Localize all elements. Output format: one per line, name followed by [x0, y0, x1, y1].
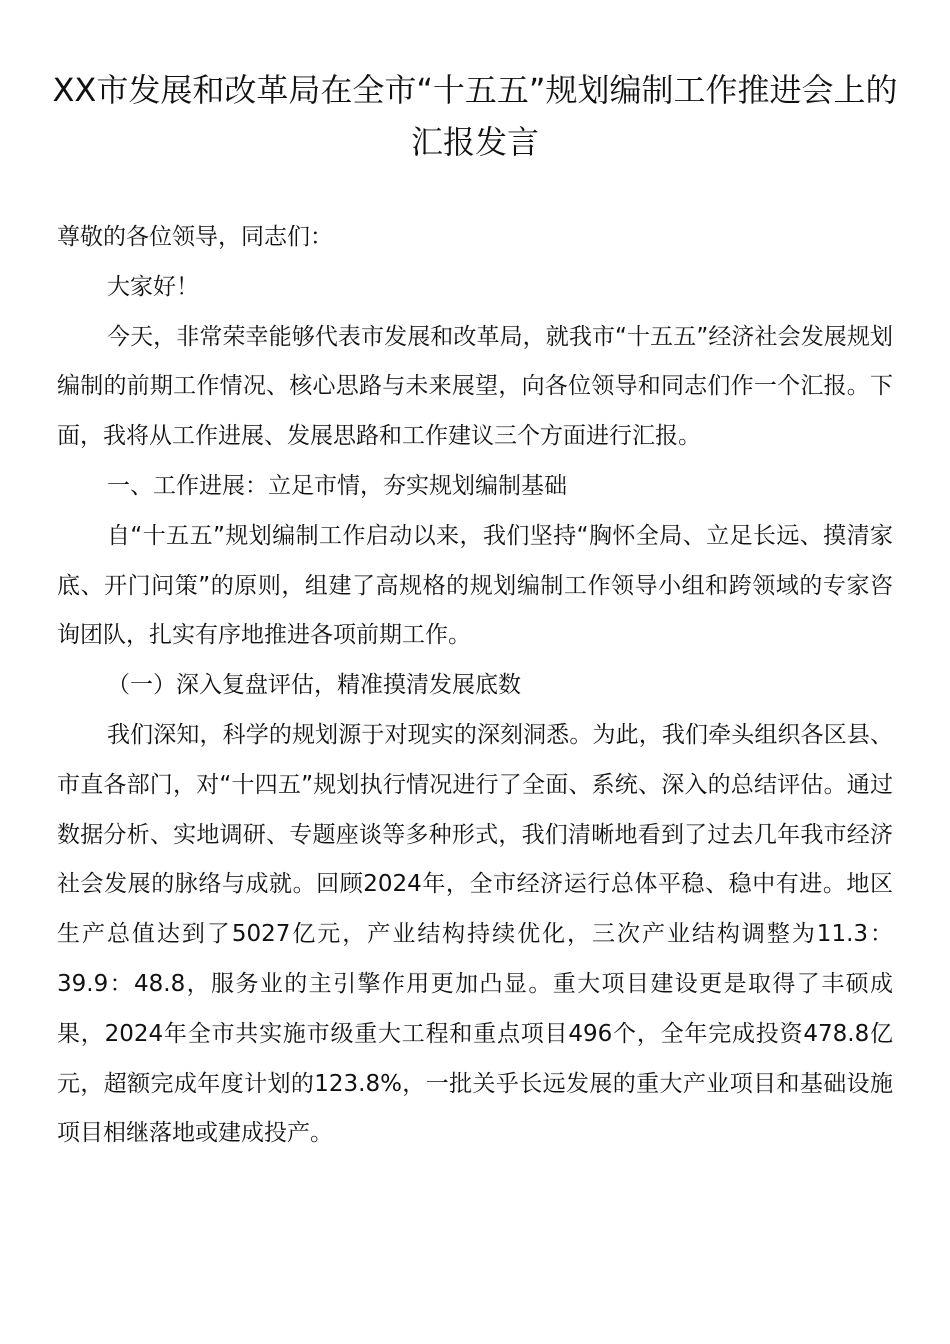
- greeting: 大家好！: [107, 273, 199, 300]
- section-heading-1: 一、工作进展：立足市情，夯实规划编制基础: [107, 472, 567, 499]
- paragraph-intro: 今天，非常荣幸能够代表市发展和改革局，就我市“十五五”经济社会发展规划编制的前期工作情况、核心思路与未来展望，向各位领导和同志们作一个汇报。下面，我将从工作进展、发展思路和工作建议三个方面进行汇报。: [57, 323, 893, 450]
- document-title: XX市发展和改革局在全市“十五五”规划编制工作推进会上的汇报发言: [52, 71, 898, 161]
- paragraph-subsection-1: 我们深知，科学的规划源于对现实的深刻洞悉。为此，我们牵头组织各区县、市直各部门，对“十四五”规划执行情况进行了全面、系统、深入的总结评估。通过数据分析、实地调研、专题座谈等多种形式，我们清晰地看到了过去几年我市经济社会发展的脉络与成就。回顾2024年，全市经济运行总体平稳、稳中有进。地区生产总值达到了5027亿元，产业结构持续优化，三次产业结构调整为11.3：39.9：48.8，服务业的主引擎作用更加凸显。重大项目建设更是取得了丰硕成果，2024年全市共实施市级重大工程和重点项目496个，全年完成投资478.8亿元，超额完成年度计划的123.8%，一批关乎长远发展的重大产业项目和基础设施项目相继落地或建成投产。: [57, 721, 893, 1147]
- document-body: [57, 213, 893, 1159]
- paragraph-section-1: 自“十五五”规划编制工作启动以来，我们坚持“胸怀全局、立足长远、摸清家底、开门问策”的原则，组建了高规格的规划编制工作领导小组和跨领域的专家咨询团队，扎实有序地推进各项前期工作。: [57, 522, 893, 649]
- salutation: 尊敬的各位领导，同志们：: [57, 224, 333, 250]
- subsection-heading-1: （一）深入复盘评估，精准摸清发展底数: [107, 672, 521, 699]
